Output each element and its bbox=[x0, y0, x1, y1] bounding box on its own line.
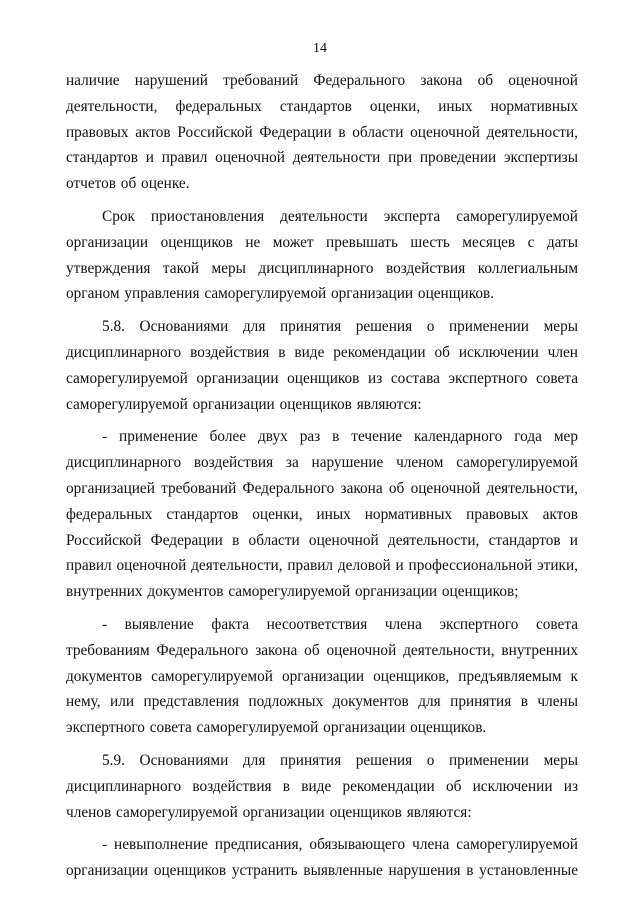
page-number: 14 bbox=[313, 41, 327, 56]
paragraph-5-8: 5.8. Основаниями для принятия решения о применении меры дисциплинарного воздействия в виде рекомендации об исключении член саморегулируемой организации оценщиков из состава экспертного совета саморегулируемой организации оценщиков являются: bbox=[66, 318, 578, 413]
document-body bbox=[66, 68, 578, 891]
list-item-nonconformity: - выявление факта несоответствия члена экспертного совета требованиям Федерального закона об оценочной деятельности, внутренних документов саморегулируемой организации оценщиков, предъявляемым к нему, или представления подложных документов для принятия в члены экспертного совета саморегулируемой организации оценщиков. bbox=[66, 615, 578, 737]
list-item-order-noncompliance: - невыполнение предписания, обязывающего члена саморегулируемой организации оценщиков устранить выявленные нарушения в установленные bbox=[66, 836, 578, 880]
list-item-repeated-violations: - применение более двух раз в течение календарного года мер дисциплинарного воздействия за нарушение членом саморегулируемой организацией требований Федерального закона об оценочной деятельности, федеральных стандартов оценки, иных нормативных правовых актов Российской Федерации в области оценочной деятельности, стандартов и правил оценочной деятельности, правил деловой и профессиональной этики, внутренних документов саморегулируемой организации оценщиков; bbox=[66, 428, 578, 601]
paragraph-suspension-term: Срок приостановления деятельности эксперта саморегулируемой организации оценщиков не может превышать шесть месяцев с даты утверждения такой меры дисциплинарного воздействия коллегиальным органом управления саморегулируемой организации оценщиков. bbox=[66, 207, 578, 303]
paragraph-5-9: 5.9. Основаниями для принятия решения о применении меры дисциплинарного воздействия в виде рекомендации об исключении из членов саморегулируемой организации оценщиков являются: bbox=[66, 751, 578, 821]
paragraph-continuation: наличие нарушений требований Федерального закона об оценочной деятельности, федеральных стандартов оценки, иных нормативных правовых актов Российской Федерации в области оценочной деятельности, стандартов и правил оценочной деятельности при проведении экспертизы отчетов об оценке. bbox=[66, 72, 578, 193]
